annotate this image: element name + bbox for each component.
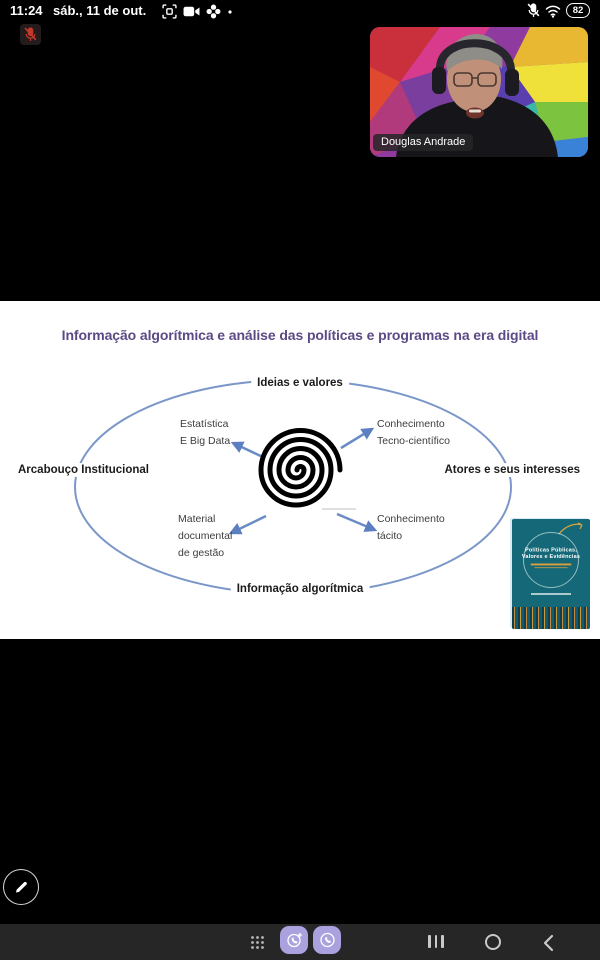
app-grid-icon[interactable] — [250, 935, 265, 950]
diagram-node-bottom-right — [377, 511, 445, 545]
phone-bubble-icon — [319, 932, 336, 949]
book-title-line1: Políticas Públicas, — [525, 547, 577, 554]
status-bar — [0, 0, 600, 22]
node-line: Conhecimento — [377, 418, 445, 430]
watermark — [322, 508, 356, 510]
mic-muted-status-icon — [527, 3, 540, 18]
spiral-icon — [261, 431, 340, 506]
notification-icons — [162, 4, 233, 19]
camera-icon — [183, 5, 200, 18]
book-swoosh-arrow-icon — [558, 521, 584, 535]
node-line: Conhecimento — [377, 513, 445, 525]
book-subtitle-line2 — [534, 567, 567, 568]
status-date: sáb., 11 de out. — [53, 3, 147, 18]
back-button[interactable] — [542, 934, 555, 952]
node-line: tácito — [377, 530, 403, 542]
chat-app-icon-2[interactable] — [313, 926, 341, 954]
clock: 11:24 — [10, 3, 43, 18]
node-line: E Big Data — [180, 435, 231, 447]
diagram-label-top: Ideias e valores — [251, 376, 349, 390]
participant-name-tag: Douglas Andrade — [373, 134, 473, 151]
participant-video-tile[interactable] — [370, 27, 588, 157]
diagram-node-top-left — [180, 416, 230, 450]
book-author-line — [531, 593, 571, 595]
node-line: Estatística — [180, 418, 229, 430]
slide-title: Informação algorítmica e análise das políticas e programas na era digital — [61, 327, 539, 343]
system-icons — [527, 3, 590, 18]
home-button[interactable] — [485, 934, 501, 950]
node-line: de gestão — [178, 547, 225, 559]
mic-muted-icon — [24, 27, 37, 42]
flower-icon — [206, 4, 221, 19]
book-skyline-graphic — [512, 607, 590, 629]
diagram-label-left: Arcabouço Institucional — [12, 463, 155, 477]
node-line: Material — [178, 513, 216, 525]
diagram-label-bottom: Informação algorítmica — [231, 582, 370, 596]
book-title-line2: Valores e Evidências — [521, 554, 581, 560]
shared-slide — [0, 301, 600, 639]
pencil-icon — [13, 879, 29, 895]
phone-bubble-plus-icon — [286, 932, 303, 949]
battery-indicator: 82 — [566, 3, 590, 18]
diagram-label-right: Atores e seus interesses — [438, 463, 586, 477]
chat-app-icon-1[interactable] — [280, 926, 308, 954]
recents-button[interactable] — [428, 935, 444, 948]
book-cover — [512, 519, 590, 629]
navigation-bar — [0, 924, 600, 960]
meeting-mic-muted-indicator[interactable] — [20, 24, 41, 45]
wifi-icon — [545, 4, 561, 18]
book-subtitle-line — [531, 564, 571, 566]
more-notifications-dot — [227, 9, 233, 15]
book-title — [515, 548, 587, 568]
node-line: Tecno-científico — [377, 435, 450, 447]
diagram-node-top-right — [377, 416, 450, 450]
node-line: documental — [178, 530, 233, 542]
screenshot-icon — [162, 4, 177, 19]
annotate-button[interactable] — [3, 869, 39, 905]
diagram-node-bottom-left — [178, 511, 232, 562]
